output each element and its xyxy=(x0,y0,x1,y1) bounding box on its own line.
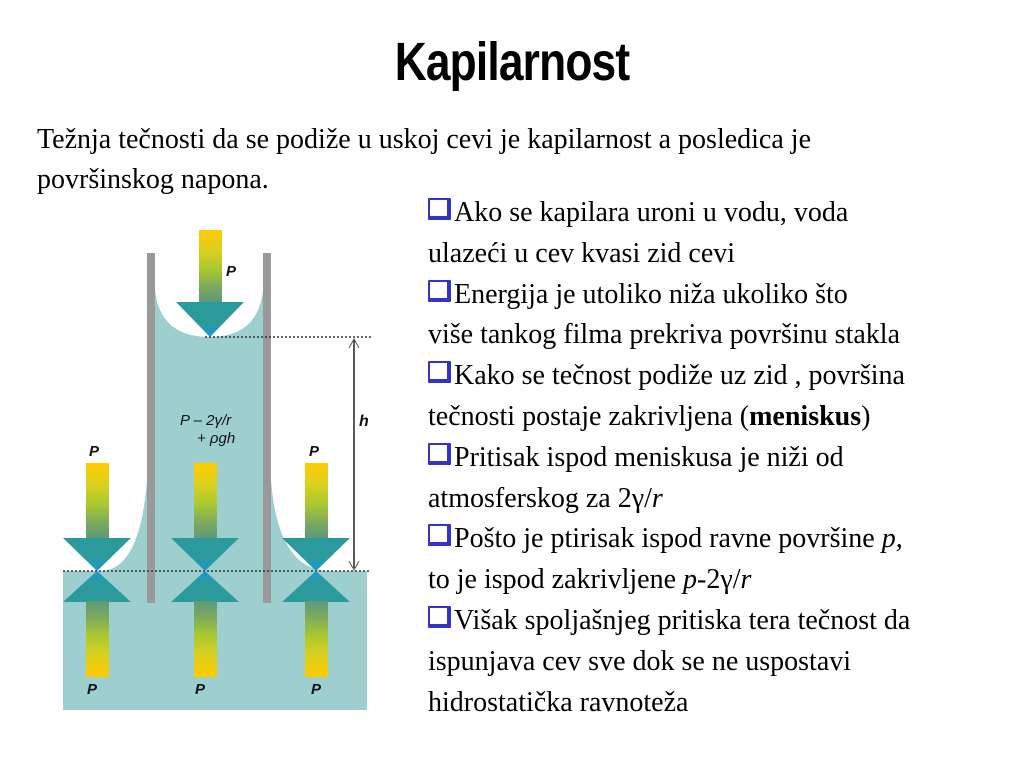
radius-symbol: r xyxy=(651,482,663,514)
bullet-text: ulazeći u cev kvasi zid cevi xyxy=(428,237,736,269)
bullet-text: Višak spoljašnjeg pritiska tera tečnost da xyxy=(454,604,911,636)
top-pressure-label: P xyxy=(226,263,237,280)
right-pressure-label: P xyxy=(309,443,320,460)
hollow-square-bullet-icon xyxy=(428,443,451,465)
tube-wall-left xyxy=(147,253,155,603)
capillary-diagram xyxy=(0,0,400,768)
down-arrow-left xyxy=(63,463,131,571)
hollow-square-bullet-icon xyxy=(428,524,451,546)
bullet-list xyxy=(428,193,1024,723)
bullet-item xyxy=(428,193,1024,275)
bullet-text: Pošto je ptirisak ispod ravne površine xyxy=(454,523,882,555)
bullet-text: / xyxy=(644,482,652,514)
bullet-item xyxy=(428,438,1024,520)
bullet-text: Pritisak ispod meniskusa je niži od xyxy=(454,441,844,473)
hollow-square-bullet-icon xyxy=(428,280,451,302)
radius-symbol: r xyxy=(740,564,752,596)
bullet-text: ispunjava cev sve dok se ne uspostavi xyxy=(428,645,852,677)
gamma-symbol: γ xyxy=(631,482,645,514)
bullet-text: Kako se tečnost podiže uz zid , površina xyxy=(454,360,905,392)
bullet-text: atmosferskog za 2 xyxy=(428,482,632,514)
tube-pressure-label-1: P – 2γ/r xyxy=(180,412,232,429)
hollow-square-bullet-icon xyxy=(428,606,451,628)
left-pressure-label: P xyxy=(89,443,100,460)
bullet-text: / xyxy=(732,564,741,596)
bottom-right-pressure-label: P xyxy=(311,681,322,698)
bottom-center-pressure-label: P xyxy=(195,681,206,698)
tube-wall-right xyxy=(263,253,271,603)
hollow-square-bullet-icon xyxy=(428,198,451,220)
bullet-item xyxy=(428,601,1024,723)
bullet-item xyxy=(428,356,1024,438)
bullet-text: više tankog filma prekriva površinu stakla xyxy=(428,319,900,351)
pressure-symbol: p, xyxy=(881,523,903,555)
bullet-text: to je ispod zakrivljene xyxy=(428,564,684,596)
intro-line-2: površinskog napona. xyxy=(37,164,269,195)
bullet-text: -2 xyxy=(697,564,721,596)
bullet-text: ) xyxy=(861,400,871,432)
bullet-text: Energija je utoliko niža ukoliko što xyxy=(454,278,848,310)
bottom-left-pressure-label: P xyxy=(87,681,98,698)
gamma-symbol: γ xyxy=(720,564,733,596)
bullet-item xyxy=(428,275,1024,357)
bullet-item xyxy=(428,519,1024,601)
height-label: h xyxy=(359,413,369,430)
tube-pressure-label-2: + ρgh xyxy=(197,430,236,447)
bullet-text: Ako se kapilara uroni u vodu, voda xyxy=(454,197,849,228)
top-pressure-arrow xyxy=(176,230,244,337)
meniskus-term: meniskus xyxy=(749,400,862,432)
pressure-symbol: p xyxy=(683,564,698,596)
slide-title: Kapilarnost xyxy=(394,32,630,92)
bullet-text: hidrostatička ravnoteža xyxy=(428,686,689,718)
bullet-text: tečnosti postaje zakrivljena ( xyxy=(428,400,750,432)
hollow-square-bullet-icon xyxy=(428,361,451,383)
intro-line-1: Težnja tečnosti da se podiže u uskoj cevi je kapilarnost a posledica je xyxy=(37,124,811,155)
